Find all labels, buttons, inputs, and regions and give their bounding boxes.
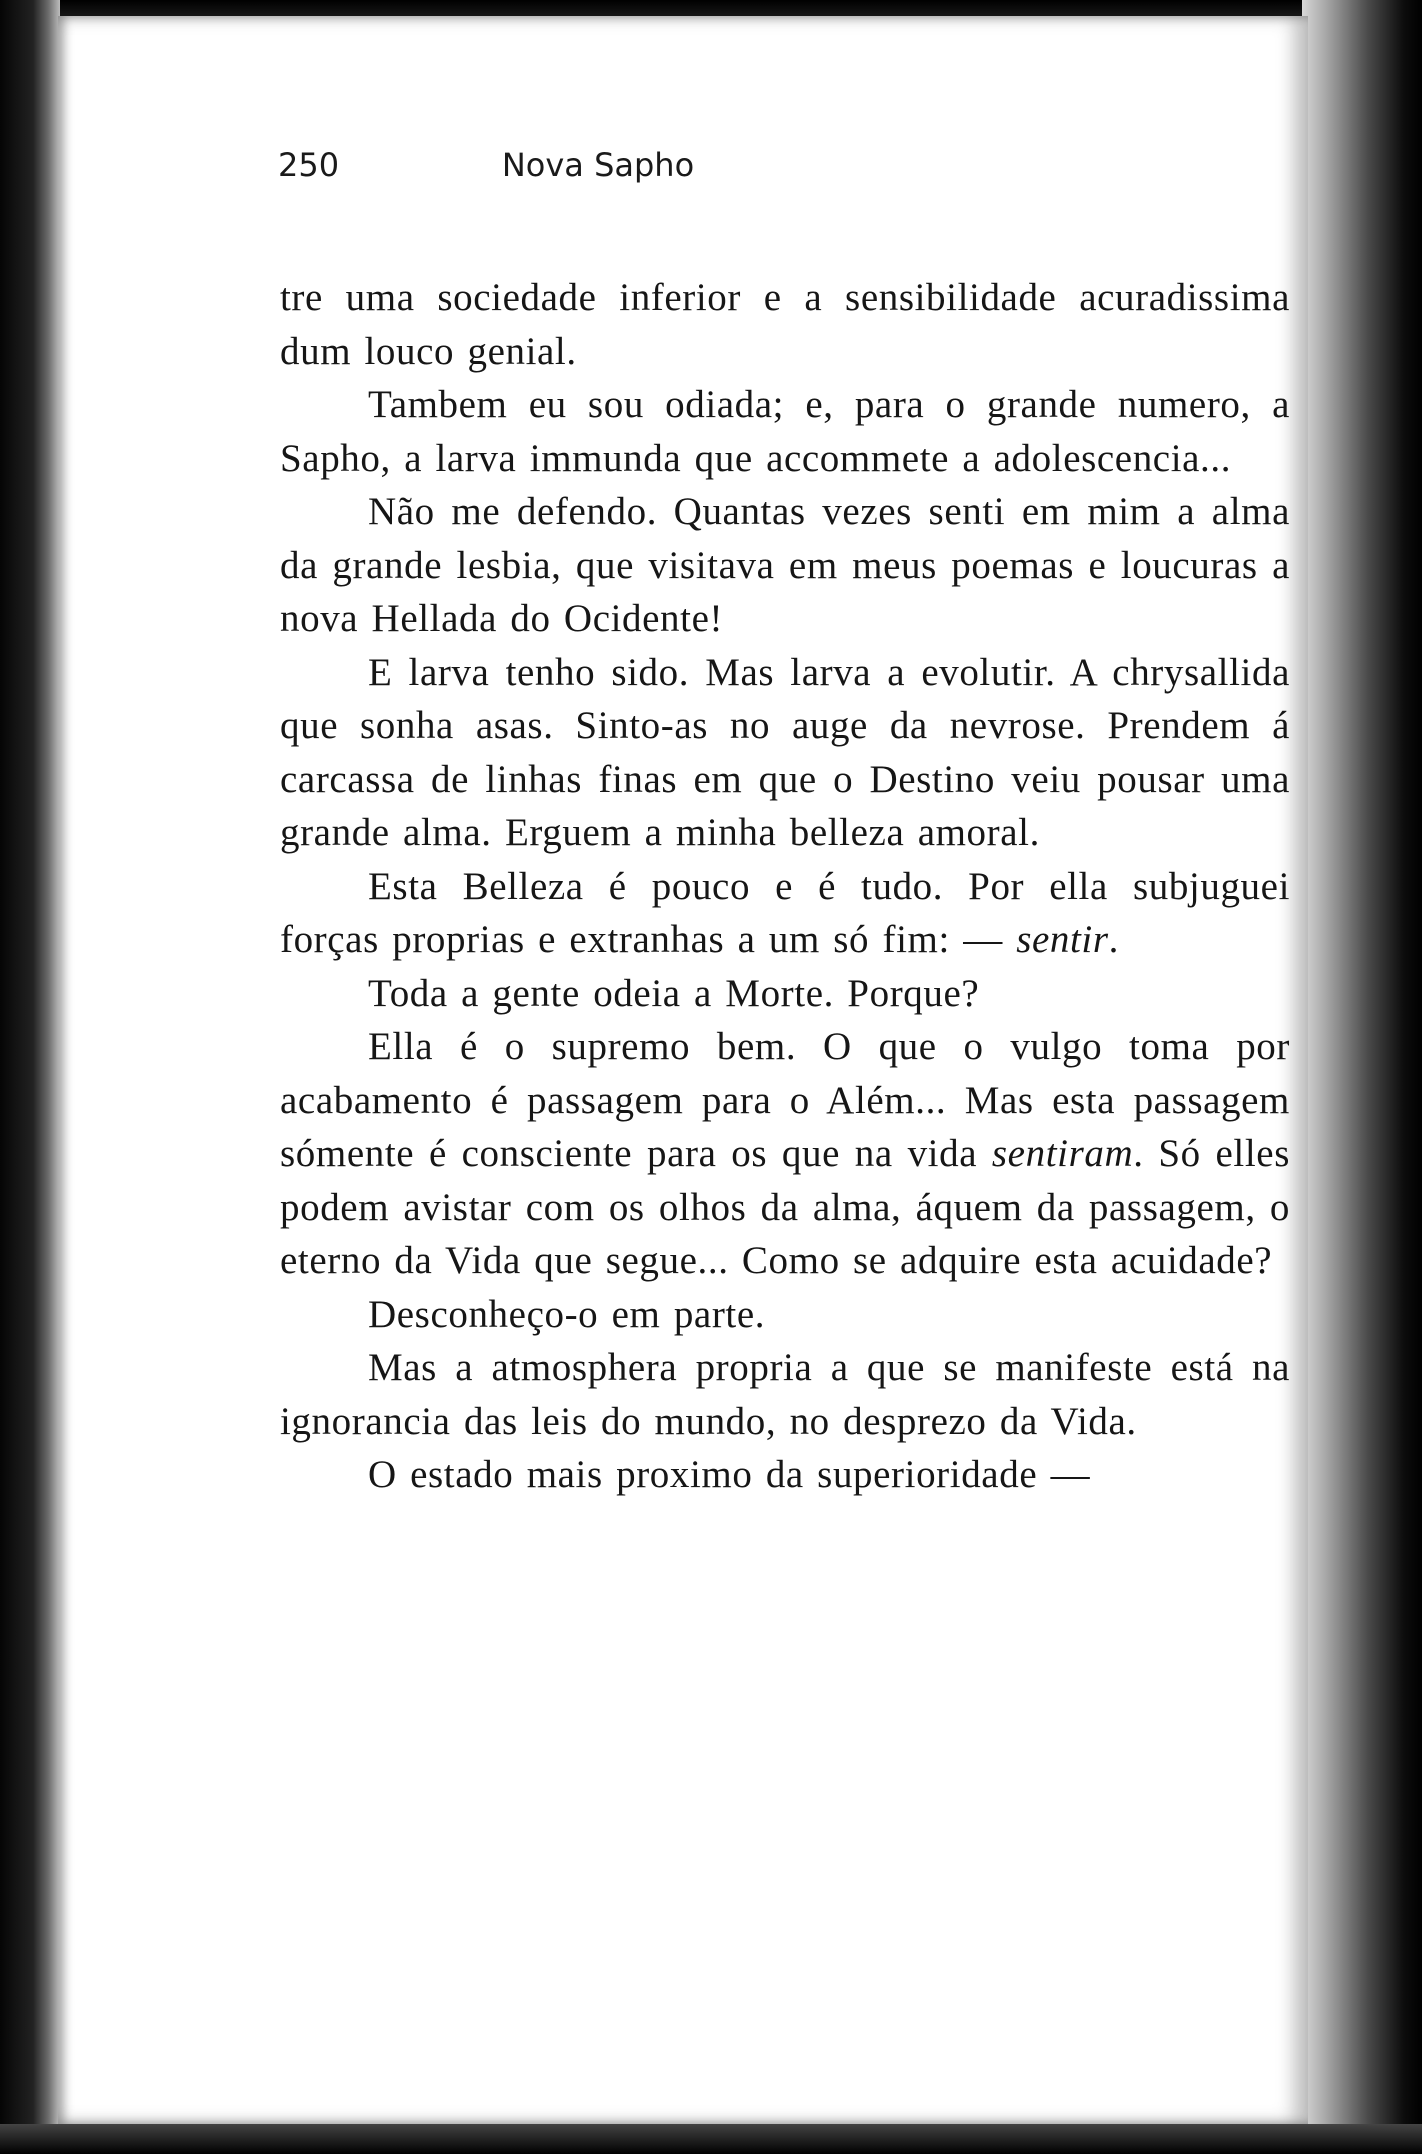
body-text — [280, 271, 1290, 1502]
paragraph: Mas a atmosphera propria a que se manifeste está na ignorancia das leis do mundo, no desprezo da Vida. — [280, 1346, 1290, 1443]
page-header — [278, 146, 918, 196]
text-run: . Só elles podem avistar com os olhos da alma, áquem da passagem, o eterno da Vida que segue... Como se adquire esta acuidade? — [280, 1132, 1290, 1282]
book-page — [58, 16, 1308, 2124]
paragraph: O estado mais proximo da superioridade — — [368, 1453, 1091, 1496]
page-number: 250 — [278, 146, 340, 184]
paragraph: Tambem eu sou odiada; e, para o grande numero, a Sapho, a larva immunda que accommete a adolescencia... — [280, 383, 1290, 480]
paragraph: Toda a gente odeia a Morte. Porque? — [368, 971, 980, 1015]
paragraph: tre uma sociedade inferior e a sensibilidade acuradissima dum louco genial. — [280, 276, 1290, 373]
text-run: Esta Belleza é pouco e é tudo. Por ella subjuguei forças proprias e extranhas a um só fim: — — [280, 864, 1290, 961]
text-run: . — [1108, 918, 1119, 961]
scan-edge-bottom — [0, 2124, 1422, 2154]
scan-edge-right — [1302, 0, 1422, 2154]
paragraph — [280, 1020, 1290, 1288]
scan-edge-left — [0, 0, 60, 2154]
paragraph: E larva tenho sido. Mas larva a evolutir. A chrysallida que sonha asas. Sinto-as no auge da nevrose. Prendem á carcassa de linhas finas em que o Destino veiu pousar uma grande alma. Erguem a minha belleza amoral. — [280, 650, 1290, 854]
paragraph — [280, 860, 1290, 967]
running-title: Nova Sapho — [501, 146, 695, 184]
paragraph: Desconheço-o em parte. — [368, 1292, 766, 1336]
paragraph: Não me defendo. Quantas vezes senti em mim a alma da grande lesbia, que visitava em meus poemas e loucuras a nova Hellada do Ocidente! — [280, 490, 1290, 640]
italic-word: sentir — [1016, 918, 1109, 961]
italic-word: sentiram — [991, 1132, 1134, 1175]
text-run: Ella é o supremo bem. O que o vulgo toma por acabamento é passagem para o Além... Mas esta passagem sómente é consciente para os que na vida — [280, 1025, 1290, 1175]
